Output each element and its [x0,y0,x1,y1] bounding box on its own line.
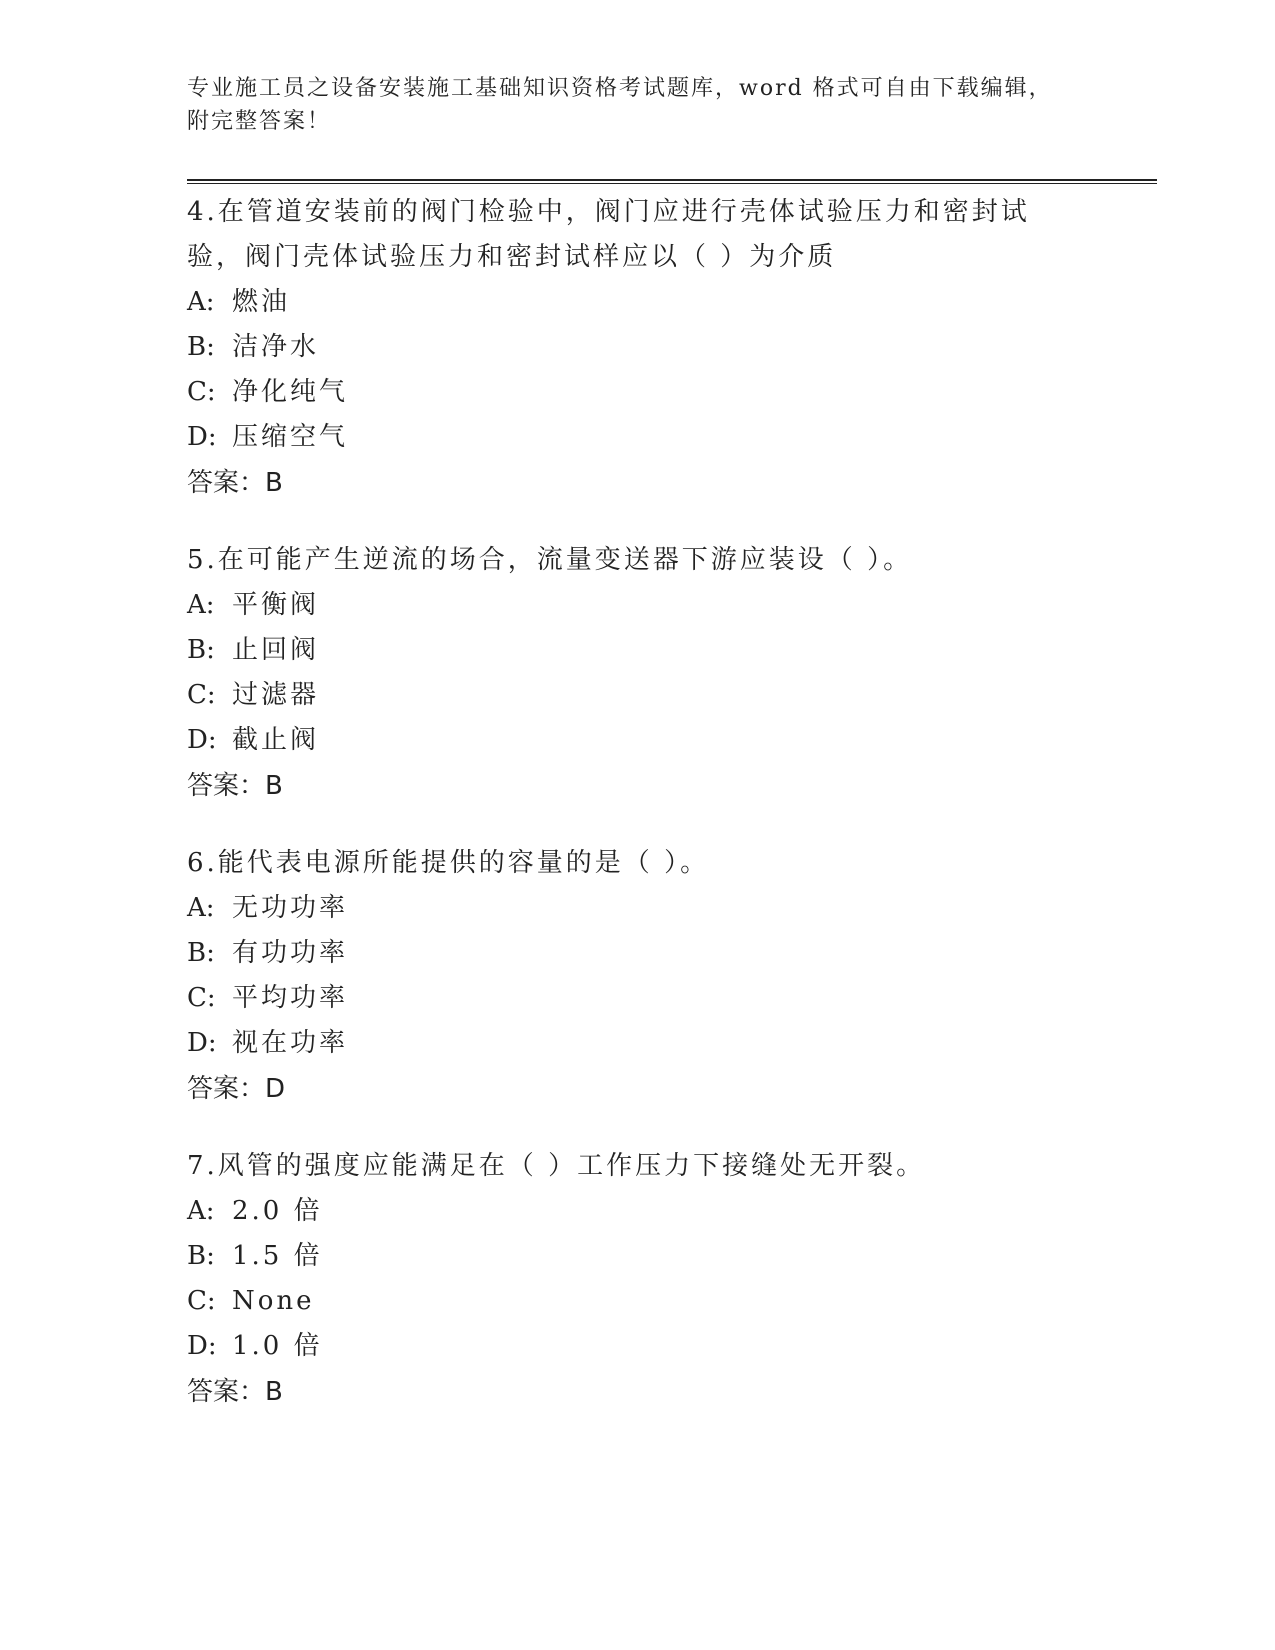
option-text: None [232,1286,315,1316]
option-text: 视在功率 [232,1028,349,1058]
option-d [187,1324,1087,1369]
option-text: 过滤器 [232,680,320,710]
question-stem: 7.风管的强度应能满足在（ ）工作压力下接缝处无开裂。 [187,1151,926,1181]
option-a [187,280,1087,325]
option-a [187,583,1087,628]
question-stem: 6.能代表电源所能提供的容量的是（ ）。 [187,848,710,878]
option-text: 燃油 [232,287,291,317]
option-text: 有功功率 [232,938,349,968]
option-letter: B: [187,332,215,362]
document-header [187,72,1067,138]
question-list [187,190,1087,1447]
option-c [187,1279,1087,1324]
header-line-1: 专业施工员之设备安装施工基础知识资格考试题库，word 格式可自由下载编辑， [187,76,1053,101]
option-text: 净化纯气 [232,377,349,407]
option-letter: C: [187,377,216,407]
option-b [187,931,1087,976]
option-letter: D: [187,1028,217,1058]
option-b [187,1234,1087,1279]
header-divider-thin [187,183,1157,184]
option-text: 平均功率 [232,983,349,1013]
option-d [187,1021,1087,1066]
answer-line: 答案：B [187,1377,283,1407]
option-letter: C: [187,983,216,1013]
answer-line: 答案：D [187,1074,286,1104]
option-text: 1.5 倍 [232,1241,323,1271]
option-d [187,415,1087,460]
option-text: 止回阀 [232,635,320,665]
question-6 [187,841,1087,1112]
option-a [187,1189,1087,1234]
option-a [187,886,1087,931]
option-letter: B: [187,1241,215,1271]
option-letter: A: [187,893,215,923]
option-letter: A: [187,1196,215,1226]
option-text: 1.0 倍 [232,1331,323,1361]
option-text: 洁净水 [232,332,320,362]
option-d [187,718,1087,763]
option-text: 截止阀 [232,725,320,755]
header-line-2: 附完整答案！ [187,109,332,134]
question-stem: 4.在管道安装前的阀门检验中，阀门应进行壳体试验压力和密封试验，阀门壳体试验压力和密封试样应以（ ）为介质 [187,197,1030,272]
option-b [187,325,1087,370]
option-text: 无功功率 [232,893,349,923]
question-7 [187,1144,1087,1415]
question-5 [187,538,1087,809]
option-letter: D: [187,725,217,755]
answer-line: 答案：B [187,468,283,498]
option-letter: B: [187,938,215,968]
question-stem: 5.在可能产生逆流的场合，流量变送器下游应装设（ ）。 [187,545,913,575]
option-text: 平衡阀 [232,590,320,620]
option-c [187,370,1087,415]
option-c [187,673,1087,718]
option-letter: D: [187,1331,217,1361]
option-letter: C: [187,680,216,710]
option-letter: C: [187,1286,216,1316]
option-letter: B: [187,635,215,665]
option-letter: D: [187,422,217,452]
header-divider-thick [187,179,1157,181]
option-text: 压缩空气 [232,422,349,452]
option-letter: A: [187,287,215,317]
question-4 [187,190,1087,506]
option-b [187,628,1087,673]
answer-line: 答案：B [187,771,283,801]
option-letter: A: [187,590,215,620]
option-c [187,976,1087,1021]
option-text: 2.0 倍 [232,1196,323,1226]
